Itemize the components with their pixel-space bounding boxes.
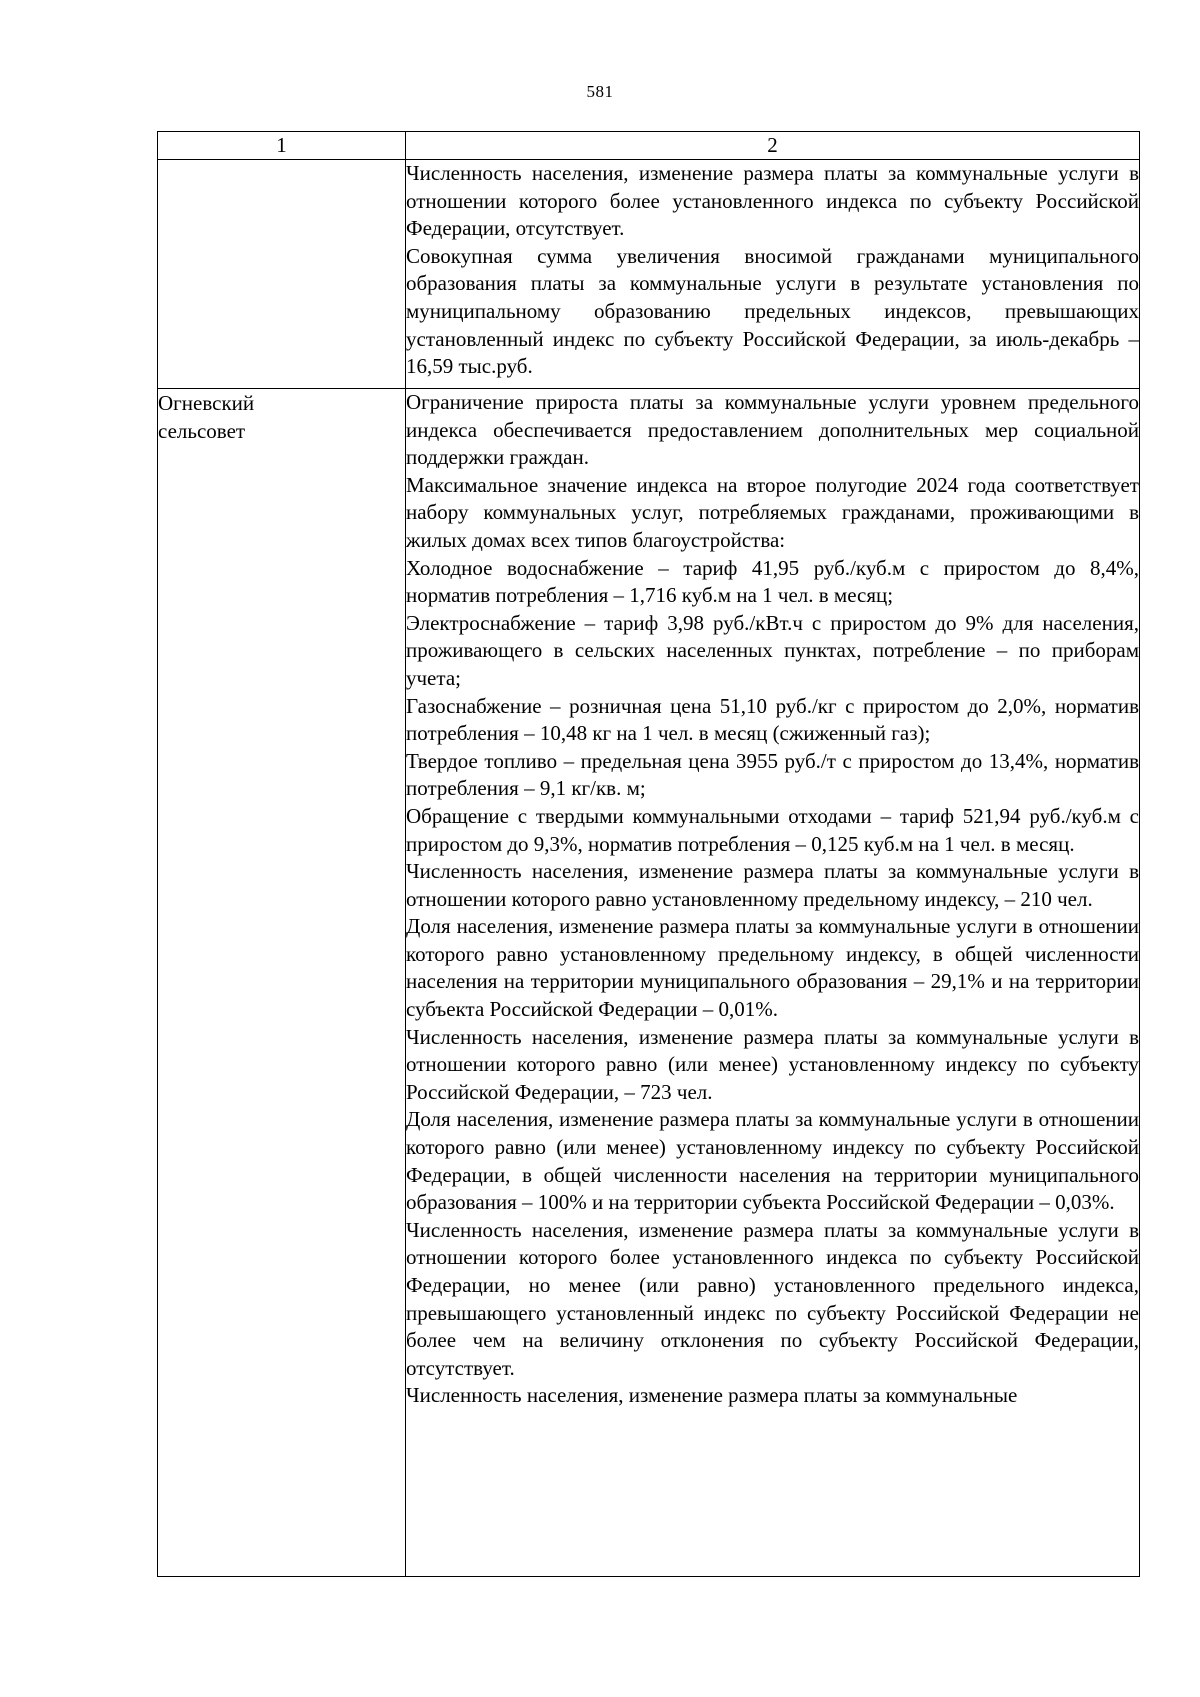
paragraph: Доля населения, изменение размера платы за коммунальные услуги в отношении которого равно установленному предельному индексу, в общей численности населения на территории муниципального образования – 29,1% и на территории субъекта Российской Федерации – 0,01%. [406, 914, 1139, 1022]
description-cell [406, 389, 1140, 1577]
paragraph: Численность населения, изменение размера платы за коммунальные услуги в отношении которого более установленного индекса по субъекту Российской Федерации, но менее (или равно) установленного предельного индекса, превышающего установленный индекс по субъекту Российской Федерации не более чем на величину отклонения по субъекту Российской Федерации, отсутствует. [406, 1217, 1139, 1380]
paragraph: Обращение с твердыми коммунальными отходами – тариф 521,94 руб./куб.м с приростом до 9,3%, норматив потребления – 0,125 куб.м на 1 чел. в месяц. [406, 803, 1139, 856]
column-header-1: 1 [158, 132, 406, 160]
table-row [158, 389, 1140, 1577]
data-table [157, 131, 1140, 1577]
paragraph: Численность населения, изменение размера платы за коммунальные услуги в отношении которого равно (или менее) установленному индексу по субъекту Российской Федерации, – 723 чел. [406, 1024, 1139, 1104]
paragraph: Твердое топливо – предельная цена 3955 руб./т с приростом до 13,4%, норматив потребления – 9,1 кг/кв. м; [406, 748, 1139, 801]
municipality-name-line: Огневский [158, 391, 255, 415]
paragraph: Ограничение прироста платы за коммунальные услуги уровнем предельного индекса обеспечивается предоставлением дополнительных мер социальной поддержки граждан. [406, 390, 1139, 470]
column-header-2: 2 [406, 132, 1140, 160]
page-number: 581 [586, 82, 614, 101]
table-header-row [158, 132, 1140, 160]
description-cell [406, 160, 1140, 389]
paragraph: Холодное водоснабжение – тариф 41,95 руб./куб.м с приростом до 8,4%, норматив потребления – 1,716 куб.м на 1 чел. в месяц; [406, 555, 1139, 608]
paragraph: Максимальное значение индекса на второе полугодие 2024 года соответствует набору коммунальных услуг, потребляемых гражданами, проживающими в жилых домах всех типов благоустройства: [406, 472, 1139, 552]
paragraph: Численность населения, изменение размера платы за коммунальные услуги в отношении которого равно установленному предельному индексу, – 210 чел. [406, 859, 1139, 911]
municipality-name-cell [158, 160, 406, 389]
municipality-name-cell [158, 389, 406, 1577]
municipality-name-line: сельсовет [158, 419, 246, 443]
paragraph: Совокупная сумма увеличения вносимой гражданами муниципального образования платы за коммунальные услуги в результате установления по муниципальному образованию предельных индексов, превышающих установленный индекс по субъекту Российской Федерации, за июль-декабрь – 16,59 тыс.руб. [406, 243, 1139, 379]
paragraph: Доля населения, изменение размера платы за коммунальные услуги в отношении которого равно (или менее) установленному индексу по субъекту Российской Федерации, в общей численности населения на территории муниципального образования – 100% и на территории субъекта Российской Федерации – 0,03%. [406, 1107, 1139, 1215]
paragraph: Численность населения, изменение размера платы за коммунальные услуги в отношении которого более установленного индекса по субъекту Российской Федерации, отсутствует. [406, 161, 1139, 241]
table-row [158, 160, 1140, 389]
paragraph: Численность населения, изменение размера платы за коммунальные [406, 1383, 1018, 1408]
paragraph: Электроснабжение – тариф 3,98 руб./кВт.ч с приростом до 9% для населения, проживающего в сельских населенных пунктах, потребление – по приборам учета; [406, 610, 1139, 690]
paragraph: Газоснабжение – розничная цена 51,10 руб./кг с приростом до 2,0%, норматив потребления – 10,48 кг на 1 чел. в месяц (сжиженный газ); [406, 693, 1139, 746]
